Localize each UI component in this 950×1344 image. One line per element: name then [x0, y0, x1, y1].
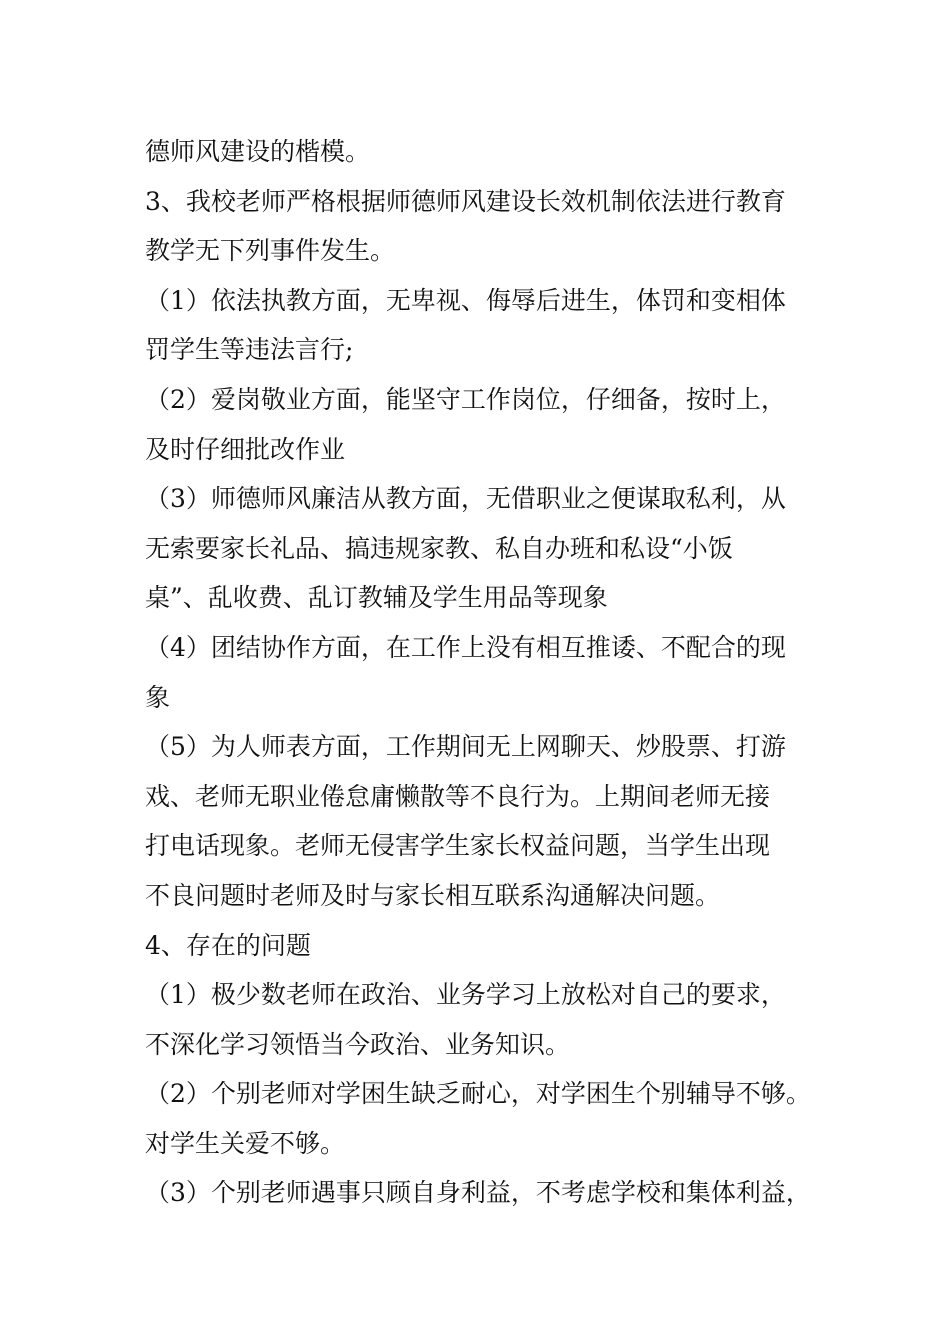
text-line: （2）爱岗敬业方面，能坚守工作岗位，仔细备，按时上，: [145, 384, 786, 414]
text-line: （4）团结协作方面，在工作上没有相互推诿、不配合的现: [145, 632, 786, 662]
text-line: 罚学生等违法言行;: [145, 335, 354, 365]
text-line: 象: [145, 682, 171, 712]
text-line: 戏、老师无职业倦怠庸懒散等不良行为。上期间老师无接: [145, 781, 771, 811]
text-line: 不良问题时老师及时与家长相互联系沟通解决问题。: [145, 880, 721, 910]
text-line: （1）极少数老师在政治、业务学习上放松对自己的要求，: [145, 980, 786, 1010]
text-line: 不深化学习领悟当今政治、业务知识。: [145, 1029, 571, 1059]
text-line: （3）师德师风廉洁从教方面，无借职业之便谋取私利，从: [145, 484, 786, 514]
section-heading: 4、存在的问题: [145, 930, 311, 960]
text-line: （1）依法执教方面，无卑视、侮辱后进生，体罚和变相体: [145, 285, 786, 315]
text-line: 3、我校老师严格根据师德师风建设长效机制依法进行教育: [145, 186, 786, 216]
text-line: 德师风建设的楷模。: [145, 137, 371, 166]
text-line: 教学无下列事件发生。: [145, 236, 396, 266]
text-line: （5）为人师表方面，工作期间无上网聊天、炒股票、打游: [145, 732, 786, 762]
document-body: [145, 127, 825, 1218]
text-line: 打电话现象。老师无侵害学生家长权益问题，当学生出现: [145, 831, 771, 861]
text-line: 桌”、乱收费、乱订教辅及学生用品等现象: [145, 583, 608, 613]
text-line: 及时仔细批改作业: [145, 434, 346, 464]
text-line: 对学生关爱不够。: [145, 1128, 346, 1158]
text-line: （2）个别老师对学困生缺乏耐心，对学困生个别辅导不够。: [145, 1079, 811, 1109]
text-line: 无索要家长礼品、搞违规家教、私自办班和私设“小饭: [145, 533, 733, 563]
text-line: （3）个别老师遇事只顾自身利益，不考虑学校和集体利益，: [145, 1178, 811, 1208]
